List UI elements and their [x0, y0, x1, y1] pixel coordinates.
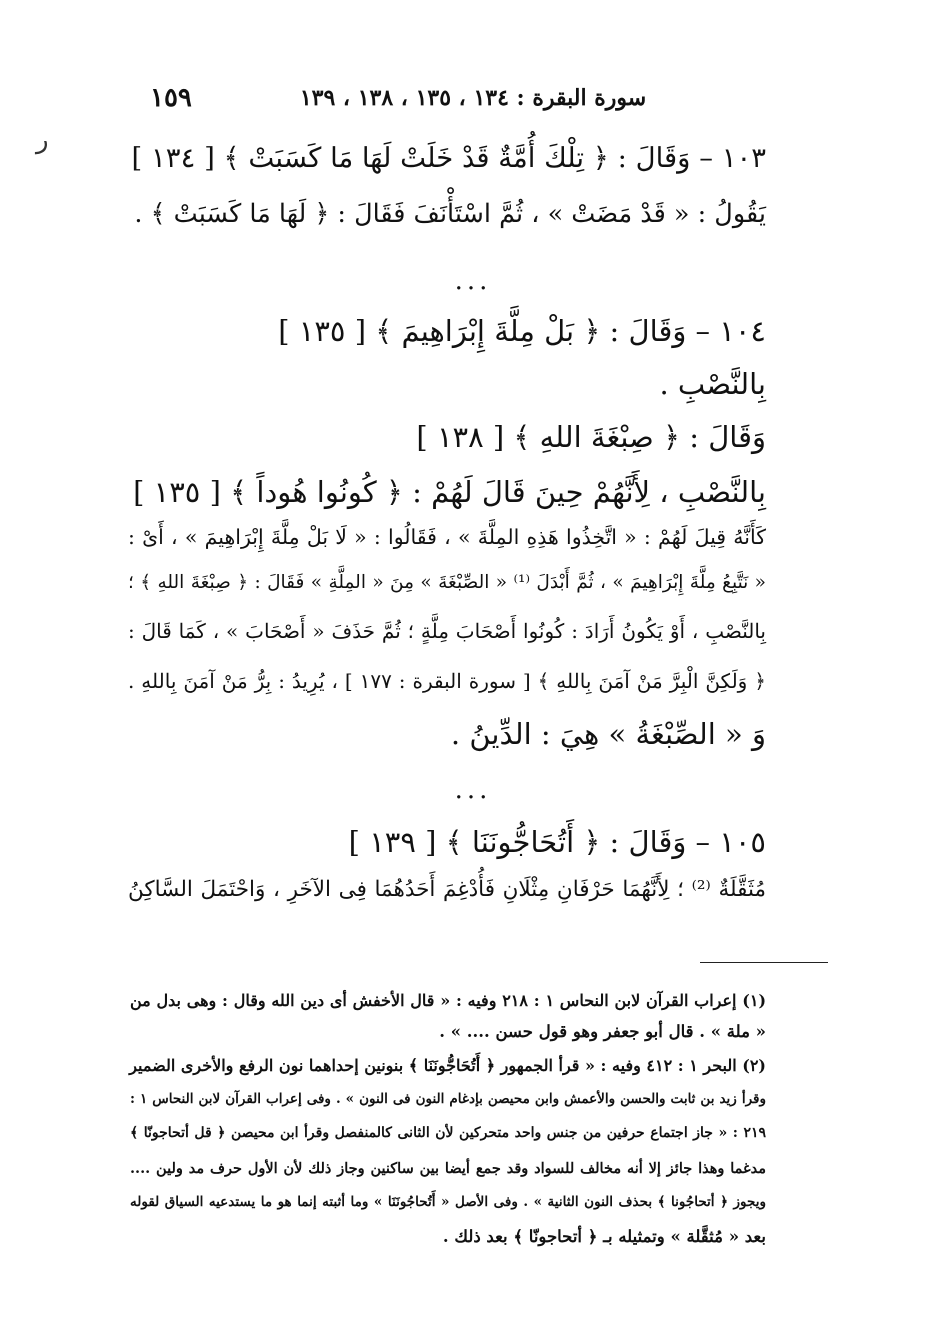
text-line: بِالنَّصْبِ .: [659, 367, 766, 401]
text-line: يَقُولُ : « قَدْ مَضَتْ » ، ثُمَّ اسْتَأْنَفَ فَقَالَ : ﴿ لَهَا مَا كَسَبَتْ ﴾ .: [134, 199, 766, 229]
footnote-line: بعد « مُثقَّلة » وتمثيله بـ ﴿ أتحاجونّا ﴾ بعد ذلك .: [442, 1227, 766, 1246]
footnote-line: وقرأ زيد بن ثابت والحسن والأعمش وابن محيصن بإدغام النون فى النون » . وفى إعراب القرآن لابن النحاس ١ :: [130, 1091, 766, 1107]
text-line: مُثَقَّلَةٌ ⁽²⁾ ؛ لِأَنَّهُمَا حَرْفَانِ مِثْلَانِ فَأُدْغِمَ أَحَدُهُمَا فِى الآخَرِ ، وَاحْتَمَلَ السَّاكِنُ: [128, 877, 767, 902]
footnote-line: « ملة » . قال أبو جعفر وهو قول حسن .... » .: [439, 1022, 766, 1041]
footnote-line: ويجوز ﴿ أتحاجُونا ﴾ بحذف النون الثانية » . وفى الأصل « أَتُحاجُونَنَا » وما أثبته إنما هو ما يستدعيه السياق لقوله: [130, 1194, 766, 1210]
page-header: [150, 78, 796, 118]
footnote-rule: [700, 962, 828, 963]
text-line: وَ « الصِّبْغَةُ » هِيَ : الدِّينُ .: [450, 717, 766, 751]
text-line: « نَتَّبِعُ مِلَّةَ إِبْرَاهِيمَ » ، ثُمَّ أَبْدَلَ ⁽¹⁾ « الصِّبْغَةَ » مِنَ « المِلَّةِ » فَقَالَ : ﴿ صِبْغَةَ اللهِ ﴾ ؛: [128, 572, 767, 593]
footnote-line: (٢) البحر ١ : ٤١٢ وفيه : « قرأ الجمهور ﴿ أَتُحَاجُّونَنَا ﴾ بنونين إحداهما نون الرفع والأخرى الضمير: [129, 1056, 766, 1075]
text-line: ﴿ وَلَكِنَّ الْبِرَّ مَنْ آمَنَ بِاللهِ ﴾ [ سورة البقرة : ١٧٧ ] ، يُرِيدُ : بِرُّ مَنْ آمَنَ بِاللهِ .: [128, 669, 766, 693]
section-separator: ...: [454, 775, 492, 805]
text-line: ١٠٥ – وَقَالَ : ﴿ أَتُحَاجُّونَنَا ﴾ [ ١٣٩ ]: [348, 825, 766, 859]
text-line: وَقَالَ : ﴿ صِبْغَةَ اللهِ ﴾ [ ١٣٨ ]: [416, 420, 766, 454]
page-number: ١٥٩: [150, 83, 192, 113]
text-line: كَأَنَّهُ قِيلَ لَهُمْ : « اتَّخِذُوا هَذِهِ المِلَّةَ » ، فَقَالُوا : « لَا بَلْ مِلَّةَ إِبْرَاهِيمَ » ، أَىْ :: [128, 525, 766, 549]
text-line: بِالنَّصْبِ ، أَوْ يَكُونُ أَرَادَ : كُونُوا أَصْحَابَ مِلَّةٍ ؛ ثُمَّ حَذَفَ « أَصْحَابَ » ، كَمَا قَالَ :: [128, 619, 766, 643]
footnote-line: مدغما وهذا جائز إلا أنه مخالف للسواد وقد جمع أيضا بين ساكنين وجاز ذلك لأن الأول حرف مد ولين ....: [130, 1160, 766, 1177]
section-separator: ...: [454, 266, 492, 296]
text-line: بِالنَّصْبِ ، لِأَنَّهُمْ حِينَ قَالَ لَهُمْ : ﴿ كُونُوا هُوداً ﴾ [ ١٣٥ ]: [133, 475, 766, 509]
text-line: ١٠٤ – وَقَالَ : ﴿ بَلْ مِلَّةَ إِبْرَاهِيمَ ﴾ [ ١٣٥ ]: [278, 314, 766, 348]
footnote-line: ٢١٩ : « جاز اجتماع حرفين من جنس واحد متحركين لأن الثانى كالمنفصل وقرأ ابن محيصن ﴿ قل أتحاجونّا ﴾: [130, 1125, 766, 1141]
running-title: سورة البقرة : ١٣٤ ، ١٣٥ ، ١٣٨ ، ١٣٩: [299, 85, 647, 111]
text-line: ١٠٣ – وَقَالَ : ﴿ تِلْكَ أُمَّةٌ قَدْ خَلَتْ لَهَا مَا كَسَبَتْ ﴾ [ ١٣٤ ]: [131, 142, 766, 174]
margin-mark: ﺭ: [36, 125, 49, 155]
footnote-line: (١) إعراب القرآن لابن النحاس ١ : ٢١٨ وفيه : « قال الأخفش أى دين الله وقال : وهى بدل من: [130, 991, 767, 1010]
